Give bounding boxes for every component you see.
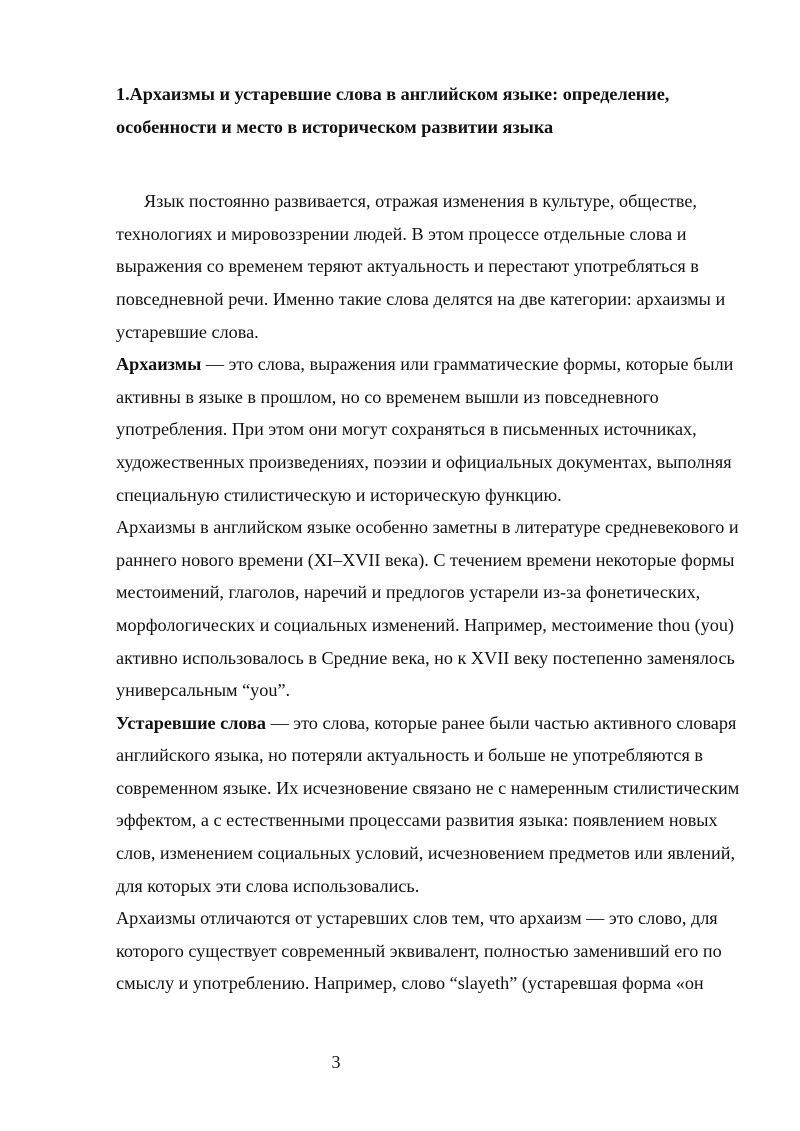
archaisms-definition-paragraph — [116, 348, 741, 511]
section-heading: 1.Архаизмы и устаревшие слова в английском языке: определение, особенности и место в историческом развитии языка — [116, 84, 670, 137]
obsolete-words-definition-paragraph — [116, 707, 741, 903]
archaisms-term: Архаизмы — [116, 354, 202, 375]
archaisms-history-paragraph: Архаизмы в английском языке особенно заметны в литературе средневекового и раннего нового времени (XI–XVII века). С течением времени некоторые формы местоимений, глаголов, наречий и предлогов устарели из-за фонетических, морфологических и социальных изменений. Например, местоимение thou (you) активно использовалось в Средние века, но к XVII веку постепенно заменялось универсальным “you”. — [116, 517, 739, 701]
archaisms-definition-text: — это слова, выражения или грамматические формы, которые были активны в языке в прошлом, но со временем вышли из повседневного употребления. При этом они могут сохраняться в письменных источниках, художественных произведениях, поэзии и официальных документах, выполняя специальную стилистическую и историческую функцию. — [116, 354, 734, 505]
obsolete-words-term: Устаревшие слова — [116, 712, 267, 733]
difference-paragraph: Архаизмы отличаются от устаревших слов тем, что архаизм — это слово, для которого существует современный эквивалент, полностью заменивший его по смыслу и употреблению. Например, слово “slayeth” (устаревшая форма «он — [116, 908, 722, 994]
intro-paragraph: Язык постоянно развивается, отражая изменения в культуре, обществе, технологиях и мировоззрении людей. В этом процессе отдельные слова и выражения со временем теряют актуальность и перестают употребляться в повседневной речи. Именно такие слова делятся на две категории: архаизмы и устаревшие слова. — [116, 191, 726, 342]
document-body — [116, 78, 741, 1000]
obsolete-words-definition-text: — это слова, которые ранее были частью активного словаря английского языка, но потеряли актуальность и больше не употребляются в современном языке. Их исчезновение связано не с намеренным стилистическим эффектом, а с естественными процессами развития языка: появлением новых слов, изменением социальных условий, исчезновением предметов или явлений, для которых эти слова использовались. — [116, 712, 740, 896]
page-number: 3 — [331, 1052, 341, 1072]
